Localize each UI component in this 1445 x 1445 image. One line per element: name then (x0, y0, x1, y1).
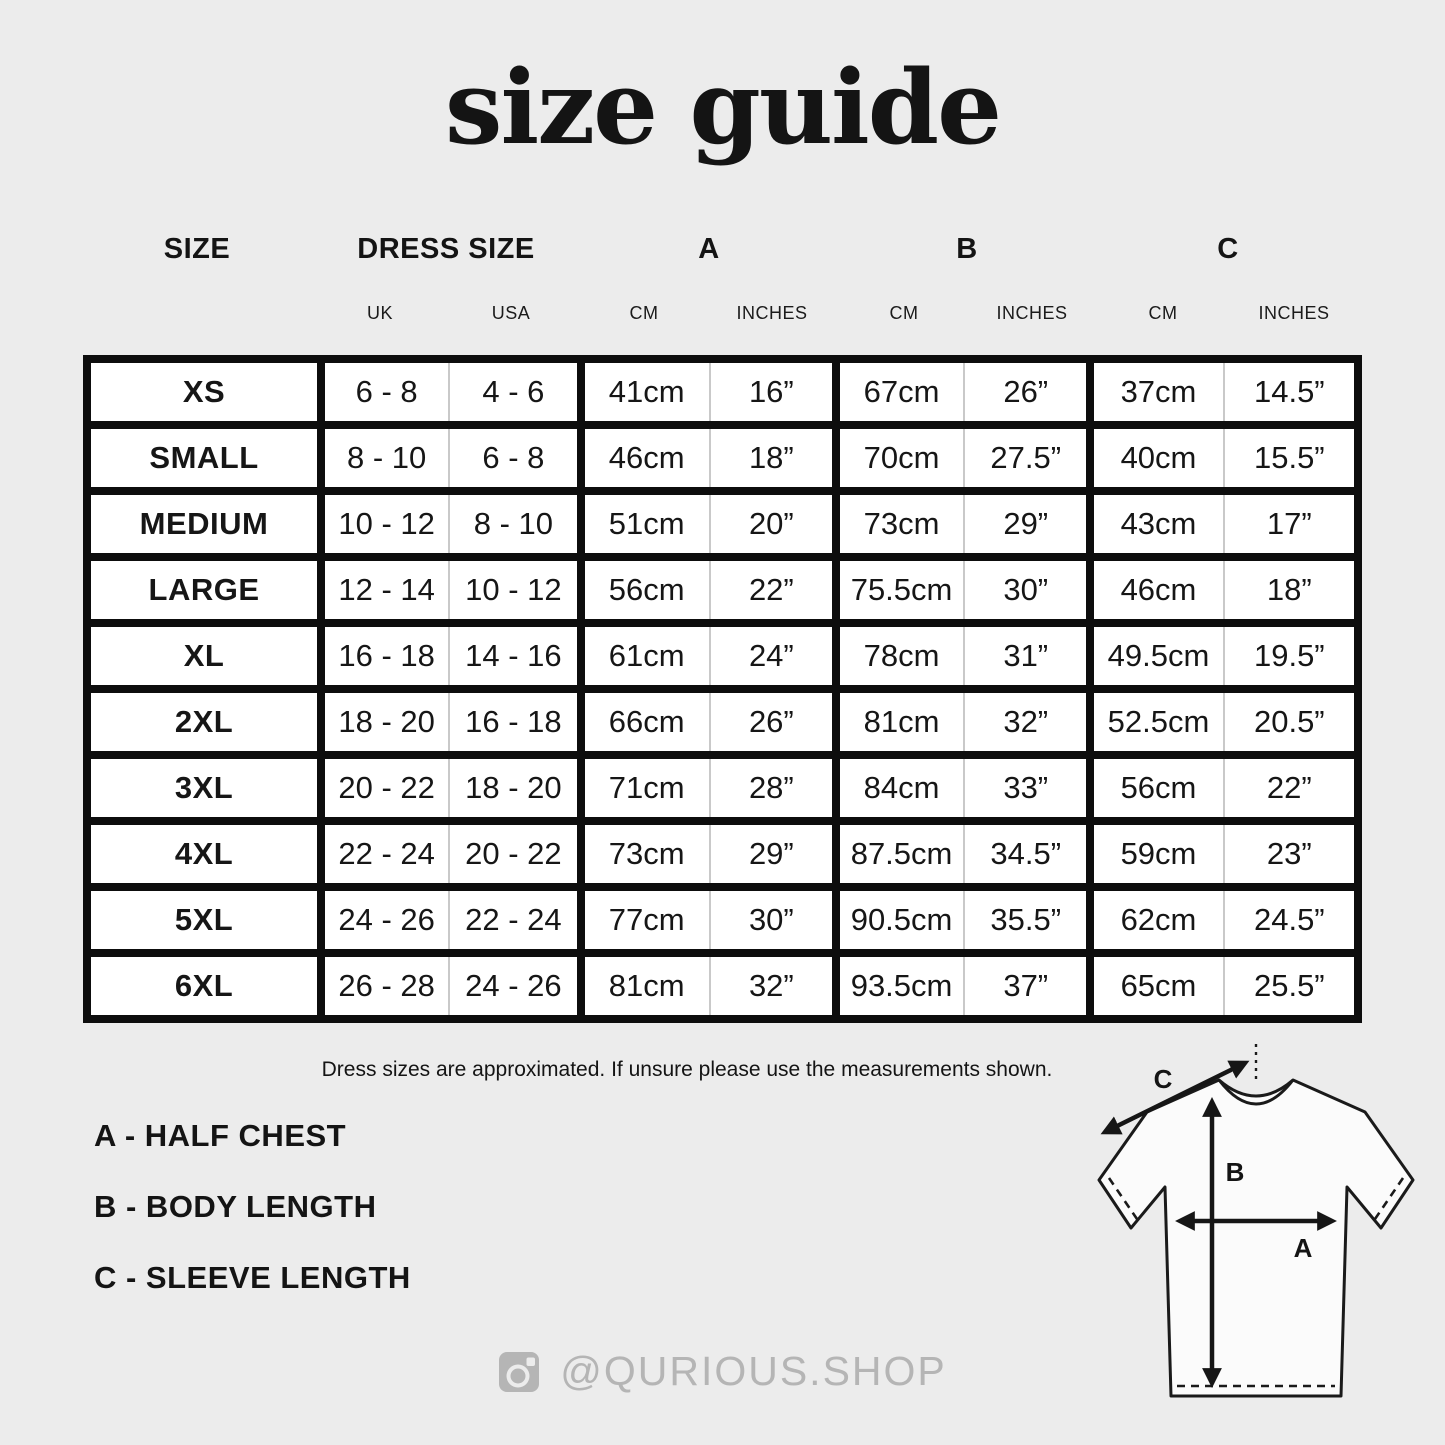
b-inches-cell: 31” (964, 623, 1090, 689)
b-cm-cell: 70cm (836, 425, 964, 491)
b-inches-cell: 29” (964, 491, 1090, 557)
b-inches-cell: 26” (964, 359, 1090, 425)
c-cm-cell: 43cm (1090, 491, 1223, 557)
b-cm-cell: 73cm (836, 491, 964, 557)
diagram-label-b: B (1225, 1157, 1245, 1187)
usa-cell: 8 - 10 (449, 491, 580, 557)
header-b: B (956, 233, 978, 265)
c-cm-cell: 37cm (1090, 359, 1223, 425)
usa-cell: 18 - 20 (449, 755, 580, 821)
size-cell: XS (87, 359, 321, 425)
uk-cell: 26 - 28 (321, 953, 449, 1019)
legend-half-chest: A - HALF CHEST (94, 1118, 347, 1153)
uk-cell: 10 - 12 (321, 491, 449, 557)
tshirt-diagram (1085, 1040, 1425, 1440)
b-inches-cell: 37” (964, 953, 1090, 1019)
usa-cell: 6 - 8 (449, 425, 580, 491)
diagram-label-c: C (1153, 1064, 1173, 1094)
a-inches-cell: 18” (710, 425, 836, 491)
usa-cell: 14 - 16 (449, 623, 580, 689)
a-cm-cell: 61cm (581, 623, 710, 689)
a-cm-cell: 73cm (581, 821, 710, 887)
instagram-icon (498, 1351, 540, 1393)
a-inches-cell: 28” (710, 755, 836, 821)
legend-body-length: B - BODY LENGTH (94, 1189, 377, 1224)
uk-cell: 8 - 10 (321, 425, 449, 491)
subheader-a-inches: INCHES (736, 303, 808, 323)
a-inches-cell: 22” (710, 557, 836, 623)
size-cell: 4XL (87, 821, 321, 887)
subheader-uk: UK (366, 303, 393, 323)
header-c: C (1217, 233, 1239, 265)
subheader-b-inches: INCHES (996, 303, 1068, 323)
table-row (87, 689, 1358, 755)
a-inches-cell: 32” (710, 953, 836, 1019)
uk-cell: 6 - 8 (321, 359, 449, 425)
b-cm-cell: 78cm (836, 623, 964, 689)
a-cm-cell: 41cm (581, 359, 710, 425)
b-inches-cell: 27.5” (964, 425, 1090, 491)
uk-cell: 16 - 18 (321, 623, 449, 689)
c-inches-cell: 23” (1224, 821, 1358, 887)
c-cm-cell: 65cm (1090, 953, 1223, 1019)
table-row (87, 623, 1358, 689)
subheader-usa: USA (491, 303, 531, 323)
subheader-c-cm: CM (1148, 303, 1178, 323)
uk-cell: 24 - 26 (321, 887, 449, 953)
b-inches-cell: 34.5” (964, 821, 1090, 887)
measurement-legend (94, 1118, 411, 1331)
b-cm-cell: 87.5cm (836, 821, 964, 887)
c-inches-cell: 25.5” (1224, 953, 1358, 1019)
usa-cell: 4 - 6 (449, 359, 580, 425)
size-cell: 3XL (87, 755, 321, 821)
c-cm-cell: 62cm (1090, 887, 1223, 953)
a-cm-cell: 46cm (581, 425, 710, 491)
b-cm-cell: 67cm (836, 359, 964, 425)
table-row (87, 425, 1358, 491)
usa-cell: 22 - 24 (449, 887, 580, 953)
c-cm-cell: 40cm (1090, 425, 1223, 491)
size-cell: 2XL (87, 689, 321, 755)
header-a: A (698, 233, 720, 265)
a-cm-cell: 81cm (581, 953, 710, 1019)
table-row (87, 557, 1358, 623)
c-cm-cell: 49.5cm (1090, 623, 1223, 689)
a-inches-cell: 26” (710, 689, 836, 755)
c-inches-cell: 19.5” (1224, 623, 1358, 689)
b-inches-cell: 30” (964, 557, 1090, 623)
b-cm-cell: 90.5cm (836, 887, 964, 953)
uk-cell: 22 - 24 (321, 821, 449, 887)
subheader-c-inches: INCHES (1258, 303, 1330, 323)
header-dress-size: DRESS SIZE (357, 233, 535, 265)
c-inches-cell: 20.5” (1224, 689, 1358, 755)
size-cell: LARGE (87, 557, 321, 623)
a-inches-cell: 29” (710, 821, 836, 887)
a-cm-cell: 71cm (581, 755, 710, 821)
b-inches-cell: 32” (964, 689, 1090, 755)
a-inches-cell: 30” (710, 887, 836, 953)
uk-cell: 12 - 14 (321, 557, 449, 623)
c-cm-cell: 52.5cm (1090, 689, 1223, 755)
a-cm-cell: 51cm (581, 491, 710, 557)
tshirt-outline (1099, 1080, 1413, 1396)
size-cell: SMALL (87, 425, 321, 491)
c-cm-cell: 56cm (1090, 755, 1223, 821)
instagram-handle: @QURIOUS.SHOP (560, 1348, 947, 1394)
subheader-a-cm: CM (629, 303, 659, 323)
c-cm-cell: 59cm (1090, 821, 1223, 887)
c-inches-cell: 22” (1224, 755, 1358, 821)
usa-cell: 20 - 22 (449, 821, 580, 887)
table-row (87, 887, 1358, 953)
a-cm-cell: 66cm (581, 689, 710, 755)
table-row (87, 821, 1358, 887)
legend-sleeve-length: C - SLEEVE LENGTH (94, 1260, 411, 1295)
size-table (83, 355, 1362, 1023)
b-cm-cell: 81cm (836, 689, 964, 755)
b-cm-cell: 93.5cm (836, 953, 964, 1019)
table-row (87, 491, 1358, 557)
size-cell: XL (87, 623, 321, 689)
usa-cell: 10 - 12 (449, 557, 580, 623)
c-inches-cell: 24.5” (1224, 887, 1358, 953)
c-cm-cell: 46cm (1090, 557, 1223, 623)
b-inches-cell: 35.5” (964, 887, 1090, 953)
b-inches-cell: 33” (964, 755, 1090, 821)
a-inches-cell: 16” (710, 359, 836, 425)
table-row (87, 953, 1358, 1019)
header-size: SIZE (163, 233, 231, 265)
usa-cell: 16 - 18 (449, 689, 580, 755)
table-row (87, 359, 1358, 425)
diagram-label-a: A (1293, 1233, 1313, 1263)
c-inches-cell: 17” (1224, 491, 1358, 557)
size-cell: 6XL (87, 953, 321, 1019)
b-cm-cell: 84cm (836, 755, 964, 821)
c-inches-cell: 18” (1224, 557, 1358, 623)
size-cell: MEDIUM (87, 491, 321, 557)
uk-cell: 18 - 20 (321, 689, 449, 755)
a-inches-cell: 20” (710, 491, 836, 557)
a-inches-cell: 24” (710, 623, 836, 689)
approximation-note: Dress sizes are approximated. If unsure please use the measurements shown. (321, 1058, 1053, 1081)
a-cm-cell: 77cm (581, 887, 710, 953)
uk-cell: 20 - 22 (321, 755, 449, 821)
usa-cell: 24 - 26 (449, 953, 580, 1019)
page-title: size guide (445, 48, 1000, 168)
table-row (87, 755, 1358, 821)
c-inches-cell: 14.5” (1224, 359, 1358, 425)
size-table-body (87, 359, 1358, 1019)
b-cm-cell: 75.5cm (836, 557, 964, 623)
c-inches-cell: 15.5” (1224, 425, 1358, 491)
a-cm-cell: 56cm (581, 557, 710, 623)
subheader-b-cm: CM (889, 303, 919, 323)
size-cell: 5XL (87, 887, 321, 953)
